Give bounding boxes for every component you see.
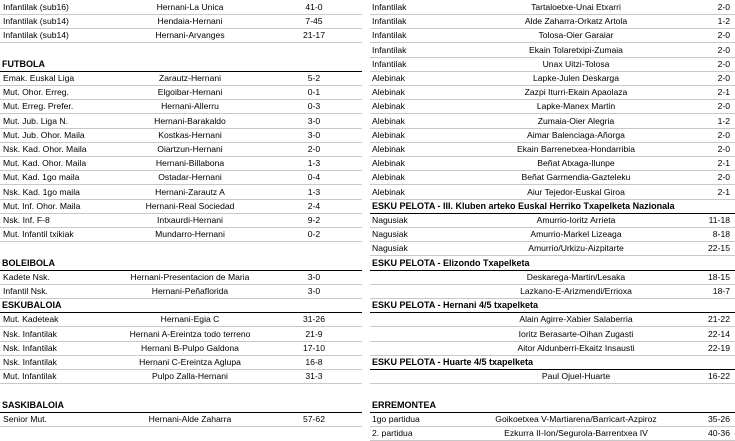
- section-title: ESKUBALOIA: [2, 300, 62, 311]
- match-score: 1-3: [307, 186, 321, 197]
- match-teams: Kostkas-Hernani: [158, 129, 222, 140]
- match-score: 2-0: [717, 30, 730, 41]
- category-label: Mut. Infantil txikiak: [3, 229, 74, 240]
- match-teams: Aitor Aldunberri-Ekaitz Insausti: [517, 342, 635, 353]
- result-row: [0, 114, 362, 129]
- result-row: [370, 0, 735, 15]
- match-score: 0-3: [307, 101, 321, 112]
- match-score: 9-2: [307, 215, 321, 225]
- section-header-erremontea: [370, 398, 735, 413]
- result-row: [0, 227, 362, 242]
- match-score: 3-0: [307, 115, 321, 126]
- match-teams: Hernani-Barakaldo: [154, 115, 226, 126]
- match-score: 17-10: [303, 342, 325, 353]
- match-teams: Ioritz Berasarte-Oihan Zugasti: [518, 328, 634, 339]
- match-teams: Zazpi Iturri-Ekain Apaolaza: [524, 87, 628, 98]
- result-row: [0, 185, 362, 200]
- match-teams: Hernani-Real Sociedad: [145, 200, 235, 211]
- category-label: Nsk. Infantilak: [3, 328, 57, 339]
- match-teams: Alde Zaharra-Orkatz Artola: [524, 16, 628, 27]
- match-score: 18-15: [708, 271, 730, 282]
- match-score: 41-0: [305, 2, 323, 12]
- result-row: [0, 327, 362, 342]
- category-label: Mut. Jub. Liga N.: [3, 115, 68, 126]
- match-teams: Amurrio-Ioritz Arrieta: [536, 215, 616, 225]
- category-label: Mut. Inf. Ohor. Maila: [3, 200, 81, 211]
- match-teams: Amurrio-Markel Lizeaga: [530, 229, 622, 240]
- result-row: [0, 85, 362, 100]
- result-row: [370, 327, 735, 342]
- match-teams: Hernani C-Ereintza Aglupa: [139, 357, 241, 367]
- category-label: 2. partidua: [372, 428, 413, 438]
- match-teams: Ekain Tolaretxipi-Zumaia: [529, 44, 623, 55]
- match-teams: Hernani-Zarautz A: [155, 186, 225, 197]
- result-row: [370, 270, 735, 285]
- category-label: Alebinak: [372, 115, 405, 126]
- match-score: 16-8: [305, 357, 323, 367]
- match-score: 35-26: [708, 413, 730, 424]
- section-header-saskibaloia: [0, 398, 362, 413]
- section-title: FUTBOLA: [2, 58, 45, 69]
- match-teams: Hernani B-Pulpo Galdona: [141, 342, 239, 353]
- category-label: Alebinak: [372, 87, 405, 98]
- category-label: Mut. Infantilak: [3, 371, 57, 382]
- match-score: 22-14: [708, 328, 730, 339]
- match-score: 16-22: [708, 371, 730, 382]
- match-teams: Unax Uitzi-Tolosa: [542, 58, 610, 69]
- match-teams: Tolosa-Oier Garaiar: [538, 30, 614, 41]
- category-label: Infantil Nsk.: [3, 286, 48, 296]
- result-row: [370, 85, 735, 100]
- result-row: [370, 426, 735, 441]
- category-label: Nsk. Infantilak: [3, 342, 57, 353]
- match-score: 3-0: [307, 286, 321, 296]
- section-title: ESKU PELOTA - Elizondo Txapelketa: [372, 257, 530, 268]
- category-label: Alebinak: [372, 186, 405, 197]
- match-teams: Zumaia-Oier Alegria: [537, 115, 615, 126]
- match-score: 11-18: [708, 215, 730, 225]
- result-row: [370, 43, 735, 58]
- category-label: Infantilak (sub14): [3, 16, 69, 27]
- section-title: ESKU PELOTA - Huarte 4/5 txapelketa: [372, 357, 534, 367]
- match-teams: Hernani-Arvanges: [155, 30, 225, 41]
- section-header-esku-pelota-huarte-4-5-txapelketa: [370, 355, 735, 370]
- match-teams: Ostadar-Hernani: [158, 172, 222, 183]
- result-row: [0, 284, 362, 299]
- match-teams: Hernani-La Unica: [156, 2, 224, 12]
- result-row: [0, 14, 362, 29]
- category-label: Nsk. Infantilak: [3, 357, 57, 367]
- match-teams: Hernani-Egia C: [160, 314, 220, 325]
- category-label: Mut. Erreg. Prefer.: [3, 101, 74, 112]
- match-teams: Oiartzun-Hernani: [157, 144, 223, 154]
- match-score: 8-18: [712, 229, 730, 240]
- match-teams: Hernani A-Ereintza todo terreno: [129, 328, 251, 339]
- result-row: [370, 128, 735, 143]
- result-row: [0, 170, 362, 185]
- category-label: Alebinak: [372, 172, 405, 183]
- match-teams: Hernani-Peñaflorida: [151, 286, 229, 296]
- result-row: [370, 227, 735, 242]
- match-teams: Aiur Tejedor-Euskal Giroa: [527, 186, 625, 197]
- result-row: [0, 270, 362, 285]
- section-title: BOLEIBOLA: [2, 257, 55, 268]
- match-score: 0-4: [307, 172, 321, 183]
- match-score: 2-0: [717, 58, 730, 69]
- result-row: [0, 71, 362, 86]
- category-label: Alebinak: [372, 101, 405, 112]
- category-label: Kadete Nsk.: [3, 271, 50, 282]
- match-score: 5-2: [307, 73, 321, 83]
- match-score: 21-17: [303, 30, 325, 41]
- section-header-esku-pelota-hernani-4-5-txapelketa: [370, 298, 735, 313]
- category-label: Emak. Euskal Liga: [3, 73, 75, 83]
- match-teams: Zarautz-Hernani: [158, 73, 222, 83]
- match-score: 18-7: [712, 286, 730, 296]
- match-score: 2-0: [717, 73, 730, 83]
- category-label: Nsk. Kad. Ohor. Maila: [3, 144, 87, 154]
- result-row: [0, 355, 362, 370]
- match-teams: Lapke-Julen Deskarga: [533, 73, 619, 83]
- match-score: 40-36: [708, 428, 730, 438]
- category-label: Senior Mut.: [3, 413, 47, 424]
- result-row: [370, 114, 735, 129]
- match-score: 3-0: [307, 129, 321, 140]
- category-label: Infantilak (sub14): [3, 30, 69, 41]
- match-teams: Lapke-Manex Martin: [536, 101, 616, 112]
- result-row: [0, 199, 362, 214]
- match-teams: Elgoibar-Hernani: [157, 87, 223, 98]
- match-score: 1-3: [307, 158, 321, 169]
- category-label: Nsk. Kad. 1go maila: [3, 186, 80, 197]
- match-score: 2-1: [717, 186, 730, 197]
- match-teams: Alain Agirre-Xabier Salaberria: [519, 314, 633, 325]
- result-row: [0, 369, 362, 384]
- match-teams: Aimar Balenciaga-Añorga: [527, 129, 625, 140]
- match-teams: Hernani-Presentacion de Maria: [130, 271, 250, 282]
- section-header-eskubaloia: [0, 298, 362, 313]
- match-teams: Lazkano-E-Arizmendi/Errioxa: [520, 286, 632, 296]
- section-title: SASKIBALOIA: [2, 399, 65, 410]
- match-score: 2-0: [717, 144, 730, 154]
- section-header-esku-pelota-iii-kluben-arteko-euskal-her: [370, 199, 735, 214]
- match-teams: Hendaia-Hernani: [157, 16, 223, 27]
- category-label: Mut. Kadeteak: [3, 314, 59, 325]
- result-row: [370, 57, 735, 72]
- match-score: 2-0: [717, 101, 730, 112]
- section-title: ESKU PELOTA - Hernani 4/5 txapelketa: [372, 300, 539, 311]
- match-score: 2-0: [717, 129, 730, 140]
- result-row: [0, 312, 362, 327]
- result-row: [370, 241, 735, 256]
- result-row: [370, 185, 735, 200]
- result-row: [370, 156, 735, 171]
- result-row: [0, 341, 362, 356]
- result-row: [370, 71, 735, 86]
- category-label: Mut. Kad. Ohor. Maila: [3, 158, 87, 169]
- category-label: Nagusiak: [372, 215, 408, 225]
- match-teams: Pulpo Zalla-Hernani: [152, 371, 228, 382]
- category-label: Nagusiak: [372, 243, 408, 254]
- category-label: Alebinak: [372, 129, 405, 140]
- category-label: Infantilak: [372, 16, 407, 27]
- match-teams: Mundarro-Hernani: [155, 229, 225, 240]
- result-row: [370, 412, 735, 427]
- match-score: 3-0: [307, 271, 321, 282]
- result-row: [370, 99, 735, 114]
- match-teams: Paul Ojuel-Huarte: [541, 371, 611, 382]
- category-label: Mut. Jub. Ohor. Maila: [3, 129, 85, 140]
- match-teams: Beñat Atxaga-Ilunpe: [537, 158, 615, 169]
- match-score: 0-2: [307, 229, 321, 240]
- category-label: 1go partidua: [372, 413, 420, 424]
- match-score: 1-2: [717, 115, 730, 126]
- result-row: [0, 28, 362, 43]
- category-label: Nsk. Inf. F-8: [3, 215, 50, 225]
- result-row: [0, 128, 362, 143]
- match-teams: Amurrio/Urkizu-Aizpitarte: [528, 243, 624, 254]
- match-score: 2-0: [717, 44, 730, 55]
- section-title: ESKU PELOTA - III. Kluben arteko Euskal Herriko Txapelketa Nazionala: [372, 200, 675, 211]
- result-row: [370, 312, 735, 327]
- match-teams: Hernani-Alde Zaharra: [148, 413, 232, 424]
- match-score: 57-62: [303, 413, 325, 424]
- category-label: Infantilak: [372, 30, 407, 41]
- match-teams: Ekain Barrenetxea-Hondarribia: [517, 144, 635, 154]
- result-row: [370, 284, 735, 299]
- category-label: Infantilak: [372, 44, 407, 55]
- match-score: 2-0: [307, 144, 321, 154]
- match-score: 2-0: [717, 172, 730, 183]
- result-row: [370, 28, 735, 43]
- result-row: [370, 341, 735, 356]
- match-score: 21-22: [708, 314, 730, 325]
- category-label: Alebinak: [372, 158, 405, 169]
- match-score: 31-3: [305, 371, 323, 382]
- match-score: 2-1: [717, 158, 730, 169]
- match-score: 7-45: [305, 16, 323, 27]
- match-score: 0-1: [307, 87, 321, 98]
- match-teams: Deskarega-Martin/Lesaka: [526, 271, 626, 282]
- result-row: [370, 213, 735, 228]
- category-label: Alebinak: [372, 73, 405, 83]
- result-row: [370, 14, 735, 29]
- result-row: [0, 99, 362, 114]
- category-label: Mut. Ohor. Erreg.: [3, 87, 69, 98]
- result-row: [370, 170, 735, 185]
- category-label: Infantilak (sub16): [3, 2, 69, 12]
- result-row: [370, 142, 735, 157]
- match-teams: Intxaurdi-Hernani: [157, 215, 223, 225]
- section-header-futbola: [0, 57, 362, 72]
- category-label: Nagusiak: [372, 229, 408, 240]
- category-label: Alebinak: [372, 144, 405, 154]
- category-label: Mut. Kad. 1go maila: [3, 172, 80, 183]
- match-score: 21-9: [305, 328, 323, 339]
- match-score: 2-0: [717, 2, 730, 12]
- match-score: 2-4: [307, 200, 321, 211]
- match-teams: Goikoetxea V-Martiarena/Barricart-Azpiroz: [495, 413, 657, 424]
- match-teams: Beñat Garmendia-Gazteleku: [521, 172, 631, 183]
- result-row: [0, 156, 362, 171]
- category-label: Infantilak: [372, 2, 407, 12]
- result-row: [370, 369, 735, 384]
- match-score: 22-19: [708, 342, 730, 353]
- result-row: [0, 142, 362, 157]
- match-teams: Ezkurra II-Ion/Segurola-Barrentxea IV: [504, 428, 648, 438]
- match-teams: Tartaloetxe-Unai Etxarri: [531, 2, 621, 12]
- match-score: 1-2: [717, 16, 730, 27]
- section-title: ERREMONTEA: [372, 399, 437, 410]
- category-label: Infantilak: [372, 58, 407, 69]
- result-row: [0, 213, 362, 228]
- match-score: 22-15: [708, 243, 730, 254]
- match-score: 31-26: [303, 314, 325, 325]
- section-header-esku-pelota-elizondo-txapelketa: [370, 256, 735, 271]
- match-score: 2-1: [717, 87, 730, 98]
- result-row: [0, 412, 362, 427]
- match-teams: Hernani-Billabona: [155, 158, 225, 169]
- result-row: [0, 0, 362, 15]
- match-teams: Hernani-Allerru: [161, 101, 219, 112]
- section-header-boleibola: [0, 256, 362, 271]
